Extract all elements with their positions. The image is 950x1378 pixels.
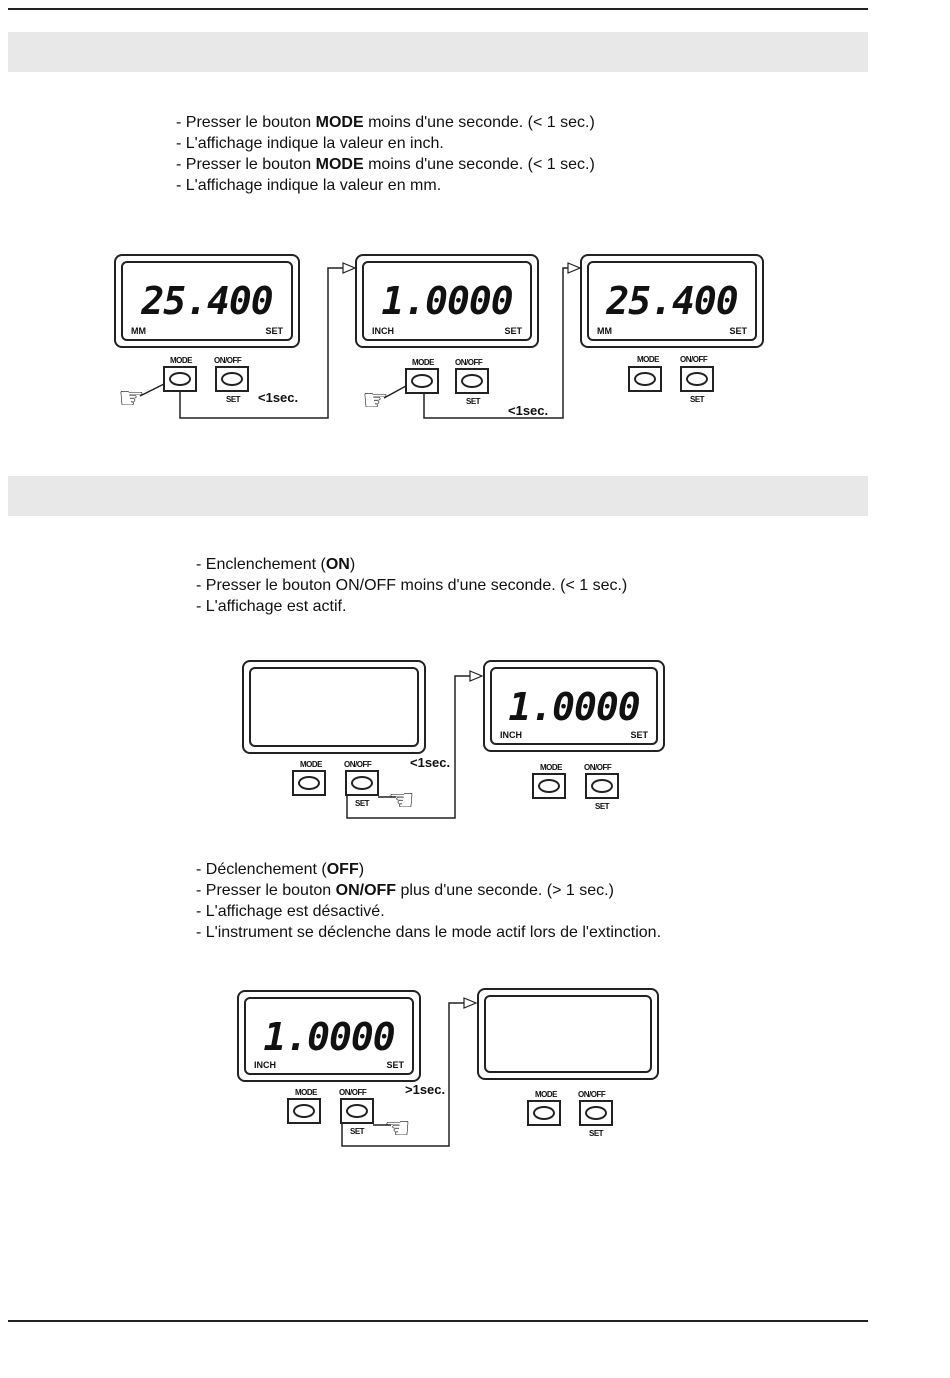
lcd-value: 25.400 bbox=[141, 279, 273, 323]
set-label: SET bbox=[386, 1060, 404, 1070]
instruction-line: - L'affichage indique la valeur en mm. bbox=[176, 177, 442, 194]
unit-label: INCH bbox=[372, 326, 394, 336]
mode-button-label: MODE bbox=[412, 358, 434, 367]
onoff-button-label: ON/OFF bbox=[339, 1088, 367, 1097]
set-label: SET bbox=[729, 326, 747, 336]
set-button-label: SET bbox=[589, 1129, 604, 1138]
pointing-hand-icon: ☞ bbox=[384, 1112, 411, 1145]
lcd-value: 1.0000 bbox=[263, 1015, 395, 1059]
timing-label: <1sec. bbox=[508, 403, 549, 418]
onoff-button-label: ON/OFF bbox=[584, 763, 612, 772]
unit-label: INCH bbox=[254, 1060, 276, 1070]
onoff-button-label: ON/OFF bbox=[344, 760, 372, 769]
instruction-line: - Presser le bouton ON/OFF moins d'une seconde. (< 1 sec.) bbox=[196, 577, 628, 594]
mode-button-label: MODE bbox=[637, 355, 659, 364]
timing-label: <1sec. bbox=[258, 390, 299, 405]
mode-button-label: MODE bbox=[535, 1090, 557, 1099]
onoff-button-label: ON/OFF bbox=[578, 1090, 606, 1099]
set-button-label: SET bbox=[690, 395, 705, 404]
mode-button-label: MODE bbox=[170, 356, 192, 365]
pointing-hand-icon: ☞ bbox=[388, 784, 415, 817]
set-button-label: SET bbox=[355, 799, 370, 808]
instruction-line: - Déclenchement (OFF) bbox=[196, 861, 365, 878]
set-label: SET bbox=[265, 326, 283, 336]
instruction-line: - Presser le bouton MODE moins d'une seconde. (< 1 sec.) bbox=[176, 114, 595, 131]
mode-button-label: MODE bbox=[300, 760, 322, 769]
set-button-label: SET bbox=[226, 395, 241, 404]
instruction-line: - L'affichage indique la valeur en inch. bbox=[176, 135, 444, 152]
set-button-label: SET bbox=[350, 1127, 365, 1136]
timing-label: <1sec. bbox=[410, 755, 451, 770]
instruction-line: - Presser le bouton ON/OFF plus d'une seconde. (> 1 sec.) bbox=[196, 882, 614, 899]
lcd-value: 1.0000 bbox=[381, 279, 513, 323]
onoff-button-label: ON/OFF bbox=[680, 355, 708, 364]
set-button-label: SET bbox=[595, 802, 610, 811]
lcd-value: 25.400 bbox=[606, 279, 738, 323]
instruction-line: - L'affichage est désactivé. bbox=[196, 903, 385, 920]
unit-label: INCH bbox=[500, 730, 522, 740]
timing-label: >1sec. bbox=[405, 1082, 446, 1097]
instruction-line: - Presser le bouton MODE moins d'une seconde. (< 1 sec.) bbox=[176, 156, 595, 173]
set-label: SET bbox=[504, 326, 522, 336]
instruction-line: - L'instrument se déclenche dans le mode actif lors de l'extinction. bbox=[196, 924, 662, 941]
set-button-label: SET bbox=[466, 397, 481, 406]
unit-label: MM bbox=[131, 326, 146, 336]
mode-button-label: MODE bbox=[540, 763, 562, 772]
lcd-value: 1.0000 bbox=[508, 685, 640, 729]
instruction-line: - Enclenchement (ON) bbox=[196, 556, 356, 573]
unit-label: MM bbox=[597, 326, 612, 336]
pointing-hand-icon: ☞ bbox=[362, 384, 389, 417]
instruction-line: - L'affichage est actif. bbox=[196, 598, 347, 615]
pointing-hand-icon: ☞ bbox=[118, 382, 145, 415]
set-label: SET bbox=[630, 730, 648, 740]
onoff-button-label: ON/OFF bbox=[455, 358, 483, 367]
mode-button-label: MODE bbox=[295, 1088, 317, 1097]
onoff-button-label: ON/OFF bbox=[214, 356, 242, 365]
